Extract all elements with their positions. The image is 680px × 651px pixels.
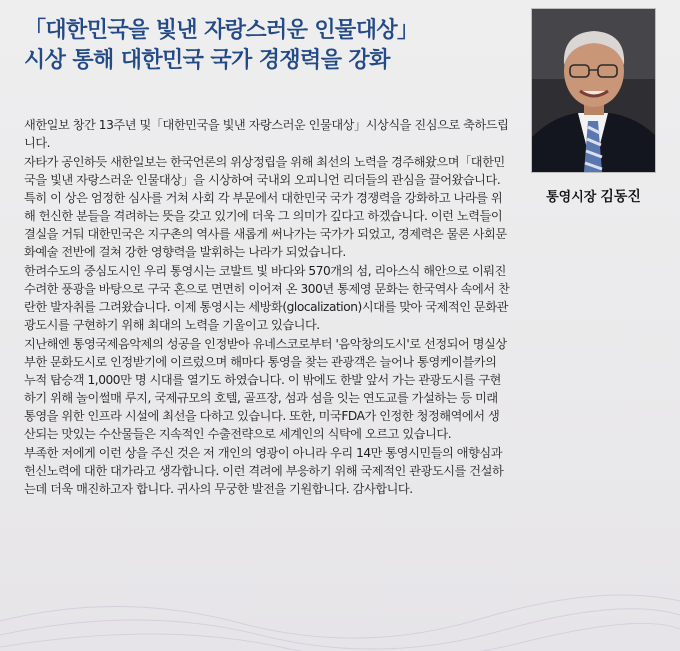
- paragraph: 새한일보 창간 13주년 및「대한민국을 빛낸 자랑스러운 인물대상」시상식을 진심으로 축하드립니다.: [24, 118, 509, 150]
- paragraph: 자타가 공인하듯 새한일보는 한국언론의 위상정립을 위해 최선의 노력을 경주해왔으며「대한민국을 빛낸 자랑스러운 인물대상」을 시상하여 국내외 오피니언 리더들의 관심을 끌어왔습니다. 특히 이 상은 엄정한 심사를 거쳐 사회 각 부문에서 대한민국 국가 경쟁력을 강화하고 나라를 위해 헌신한 분들을 격려하는 뜻을 갖고 있기에 더욱 그 의미가 깊다고 하겠습니다. 이런 노력들이 결실을 거둬 대한민국은 지구촌의 역사를 새롭게 써나가는 국가가 되었고, 경제력은 물론 사회문화예술 전반에 걸쳐 강한 영향력을 발휘하는 나라가 되었습니다.: [24, 155, 507, 259]
- paragraph: 한려수도의 중심도시인 우리 통영시는 코발트 빛 바다와 570개의 섬, 리아스식 해안으로 이뤄진 수려한 풍광을 바탕으로 구국 혼으로 면면히 이어져 온 300년 통제영 문화는 한국역사 속에서 찬란한 발자취를 그려왔습니다. 이제 통영시는 세방화(glocalization)시대를 맞아 국제적인 문화관광도시를 구현하기 위해 최대의 노력을 기울이고 있습니다.: [24, 264, 510, 332]
- article-body: [24, 116, 510, 499]
- person-role: 통영시장: [546, 190, 597, 205]
- paragraph: 부족한 저에게 이런 상을 주신 것은 저 개인의 영광이 아니라 우리 14만 통영시민들의 애향심과 헌신노력에 대한 대가라고 생각합니다. 이런 격려에 부응하기 위해 국제적인 관광도시를 건설하는데 더욱 매진하고자 합니다. 귀사의 무궁한 발전을 기원합니다. 감사합니다.: [24, 446, 504, 496]
- background-decoration: [0, 531, 680, 651]
- person-caption: [531, 186, 656, 206]
- headline-line-2: 시상 통해 대한민국 국가 경쟁력을 강화: [24, 48, 390, 73]
- portrait-photo: [531, 8, 656, 173]
- headline-line-1: 「대한민국을 빛낸 자랑스러운 인물대상」: [24, 18, 419, 43]
- person-name: 김동진: [600, 189, 641, 205]
- paragraph: 지난해엔 통영국제음악제의 성공을 인정받아 유네스코로부터 '음악창의도시'로 선정되어 명실상부한 문화도시로 인정받기에 이르렀으며 해마다 통영을 찾는 관광객은 늘어나 통영케이블카의 누적 탑승객 1,000만 명 시대를 열기도 하였습니다. 이 밖에도 한발 앞서 가는 관광도시를 구현하기 위해 놀이썰매 루지, 국제규모의 호텔, 골프장, 섬과 섬을 잇는 연도교를 가설하는 등 미래 통영을 위한 인프라 시설에 최선을 다하고 있습니다. 또한, 미국FDA가 인정한 청정해역에서 생산되는 맛있는 수산물들은 지속적인 수출전략으로 세계인의 식탁에 오르고 있습니다.: [24, 337, 507, 441]
- article-headline: [24, 16, 494, 76]
